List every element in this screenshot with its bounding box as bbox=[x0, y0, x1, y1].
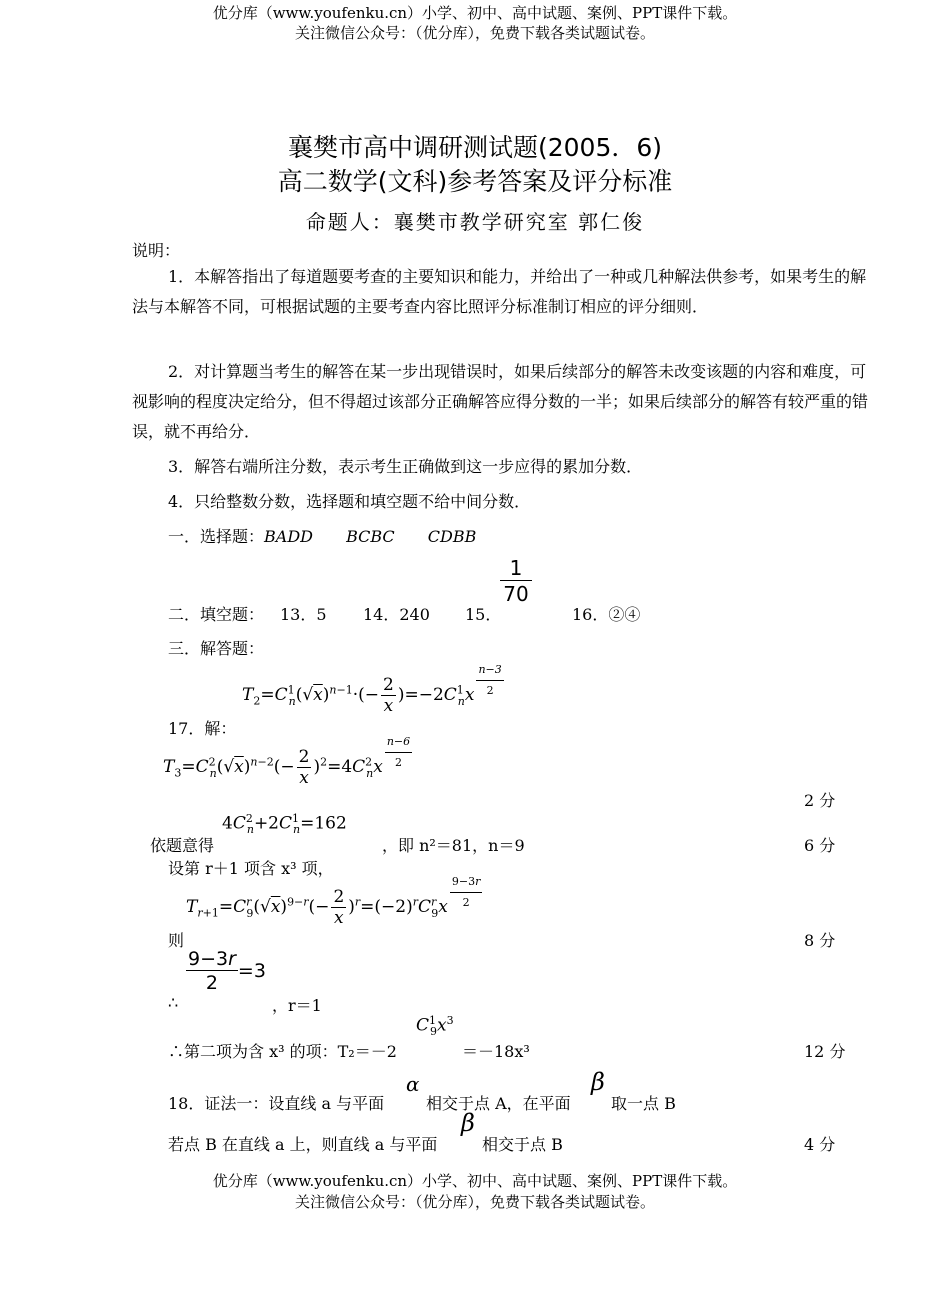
note-3: 3．解答右端所注分数，表示考生正确做到这一步应得的累加分数． bbox=[168, 457, 643, 476]
fill-answer-14: 14．240 bbox=[363, 605, 430, 624]
section-2-label: 二．填空题： bbox=[168, 605, 265, 624]
fill-answer-13: 13．5 bbox=[280, 605, 327, 624]
therefore-1: ∴ bbox=[168, 993, 179, 1012]
q18-line-1c: 取一点 B bbox=[611, 1094, 676, 1113]
q17-ze: 则 bbox=[168, 931, 185, 950]
footer-line-2: 关注微信公众号：（优分库），免费下载各类试题试卷。 bbox=[294, 1193, 655, 1211]
score-2: 2 分 bbox=[804, 791, 836, 810]
q18-line-1b: 相交于点 A，在平面 bbox=[426, 1094, 571, 1113]
formula-t2: $T_2=C^1_n(√x)^{n-1}\cdot(-$ $\frac{2}{x}$ )$=-2C^1_nx$ $^{\frac{n-3}{2}}$ bbox=[242, 670, 506, 716]
score-6: 6 分 bbox=[804, 836, 836, 855]
fill-answer-15-label: 15． bbox=[465, 605, 502, 624]
q17-set-r: 设第 r＋1 项含 x³ 项， bbox=[168, 859, 334, 878]
score-8: 8 分 bbox=[804, 931, 836, 950]
title-line-1: 襄樊市高中调研测试题(2005．6) bbox=[287, 133, 663, 162]
formula-c9x3: $C^1_9x^3$ bbox=[416, 1014, 454, 1039]
q18-line-2a: 若点 B 在直线 a 上，则直线 a 与平面 bbox=[168, 1135, 438, 1154]
formula-t3: $T_3=C^2_n(√x)^{n-2}(-$ $\frac{2}{x}$ )$^2=4C^2_nx$ $^{\frac{n-6}{2}}$ bbox=[163, 742, 414, 788]
formula-exponent-eq: $\frac{9-3r}{2}$ =3 bbox=[188, 948, 266, 994]
choice-group-3: CDBB bbox=[427, 527, 477, 546]
section-3-label: 三．解答题： bbox=[168, 639, 265, 658]
q17-yiti-label: 依题意得 bbox=[150, 836, 215, 855]
fill-answer-16: 16．②④ bbox=[572, 605, 641, 624]
choice-group-2: BCBC bbox=[346, 527, 395, 546]
note-4: 4．只给整数分数，选择题和填空题不给中间分数． bbox=[168, 492, 531, 511]
formula-tr1: $T_{r+1}=C^r_9(√x)^{9-r}(-$ $\frac{2}{x}$ )$^r=(-2)^rC^r_9x$ $^{\frac{9-3r}{2}}$ bbox=[186, 882, 484, 928]
notes-heading: 说明： bbox=[132, 241, 181, 260]
q17-r-value: ，r＝1 bbox=[272, 996, 322, 1015]
section-1-choice bbox=[168, 524, 476, 547]
score-4: 4 分 bbox=[804, 1135, 836, 1154]
q17-label: 17．解： bbox=[168, 719, 237, 738]
beta-symbol-1: β bbox=[591, 1068, 605, 1096]
title-line-2: 高二数学(文科)参考答案及评分标准 bbox=[277, 167, 673, 196]
q18-line-2b: 相交于点 B bbox=[482, 1135, 563, 1154]
score-12: 12 分 bbox=[804, 1042, 846, 1061]
beta-symbol-2: β bbox=[461, 1109, 475, 1137]
section-1-label: 一．选择题： bbox=[168, 527, 265, 546]
formula-sum: $4C^2_n+2C^1_n=162$ bbox=[222, 812, 347, 837]
q18-line-1a: 18．证法一：设直线 a 与平面 bbox=[168, 1094, 385, 1113]
fill-answer-15-fraction bbox=[500, 556, 532, 607]
q17-second-term-label: ∴第二项为含 x³ 的项：T₂＝－2 bbox=[168, 1042, 397, 1061]
q17-eq-result: ，即 n²＝81，n＝9 bbox=[382, 836, 525, 855]
q17-second-term-result: ＝－18x³ bbox=[462, 1042, 530, 1061]
fraction-denominator: 70 bbox=[503, 582, 529, 606]
alpha-symbol: α bbox=[406, 1072, 420, 1096]
header-line-2: 关注微信公众号：（优分库），免费下载各类试题试卷。 bbox=[294, 24, 655, 42]
fraction-numerator: 1 bbox=[500, 556, 532, 581]
note-2: 2．对计算题当考生的解答在某一步出现错误时，如果后续部分的解答未改变该题的内容和难度，可视影响的程度决定给分，但不得超过该部分正确解答应得分数的一半；如果后续部分的解答有较严重的错误，就不再给分． bbox=[132, 362, 869, 441]
footer-line-1: 优分库（www.youfenku.cn）小学、初中、高中试题、案例、PPT课件下载。 bbox=[212, 1172, 738, 1190]
header-line-1: 优分库（www.youfenku.cn）小学、初中、高中试题、案例、PPT课件下载。 bbox=[212, 4, 738, 22]
note-1: 1．本解答指出了每道题要考查的主要知识和能力，并给出了一种或几种解法供参考，如果考生的解法与本解答不同，可根据试题的主要考查内容比照评分标准制订相应的评分细则． bbox=[132, 267, 867, 316]
choice-group-1: BADD bbox=[264, 527, 313, 546]
author-line: 命题人：襄樊市教学研究室 郭仁俊 bbox=[305, 210, 645, 234]
